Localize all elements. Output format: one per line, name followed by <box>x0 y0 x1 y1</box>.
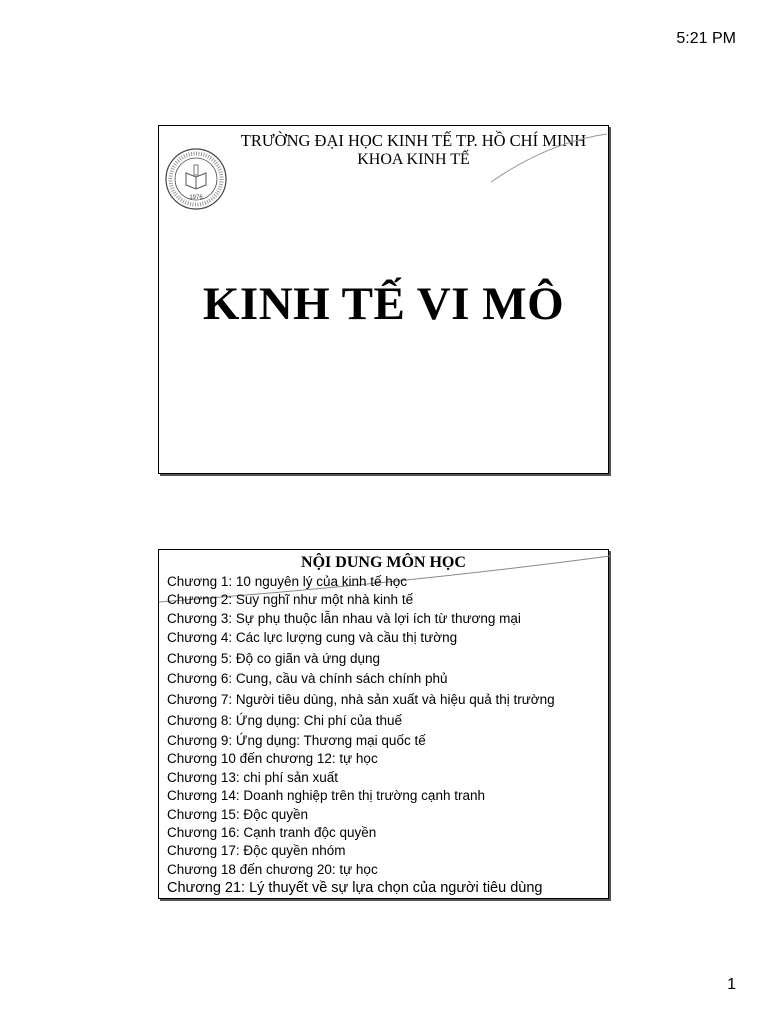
faculty-name: KHOA KINH TẾ <box>357 151 470 168</box>
list-item: Chương 1: 10 nguyên lý của kinh tế học <box>167 574 408 589</box>
university-name: TRƯỜNG ĐẠI HỌC KINH TẾ TP. HỒ CHÍ MINH <box>240 131 587 150</box>
list-item: Chương 7: Người tiêu dùng, nhà sản xuất và hiệu quả thị trường <box>167 692 555 707</box>
list-item: Chương 13: chi phí sản xuất <box>167 770 338 785</box>
list-item: Chương 18 đến chương 20: tự học <box>167 862 378 877</box>
list-item: Chương 14: Doanh nghiệp trên thị trường cạnh tranh <box>167 788 485 803</box>
title-slide <box>158 125 609 474</box>
list-item: Chương 9: Ứng dụng: Thương mại quốc tế <box>167 733 426 748</box>
list-item: Chương 15: Độc quyền <box>167 807 308 822</box>
contents-slide <box>158 549 609 899</box>
list-item: Chương 4: Các lực lượng cung và cầu thị tường <box>167 630 458 645</box>
list-item: Chương 17: Độc quyền nhóm <box>167 843 346 858</box>
course-title: KINH TẾ VI MÔ <box>202 278 565 330</box>
list-item: Chương 6: Cung, cầu và chính sách chính phủ <box>167 671 448 686</box>
list-item: Chương 21: Lý thuyết về sự lựa chọn của người tiêu dùng <box>167 880 543 896</box>
contents-title: NỘI DUNG MÔN HỌC <box>301 554 466 571</box>
list-item: Chương 8: Ứng dụng: Chi phí của thuế <box>167 713 403 728</box>
list-item: Chương 5: Độ co giãn và ứng dụng <box>167 651 381 666</box>
list-item: Chương 16: Cạnh tranh độc quyền <box>167 825 377 840</box>
list-item: Chương 10 đến chương 12: tự học <box>167 751 378 766</box>
list-item: Chương 2: Suy nghĩ như một nhà kinh tế <box>167 592 414 607</box>
logo-year: 1976 <box>189 195 203 201</box>
print-time: 5:21 PM <box>676 30 736 47</box>
list-item: Chương 3: Sự phụ thuộc lẫn nhau và lợi ích từ thương mại <box>167 611 521 626</box>
page-number: 1 <box>727 976 736 993</box>
